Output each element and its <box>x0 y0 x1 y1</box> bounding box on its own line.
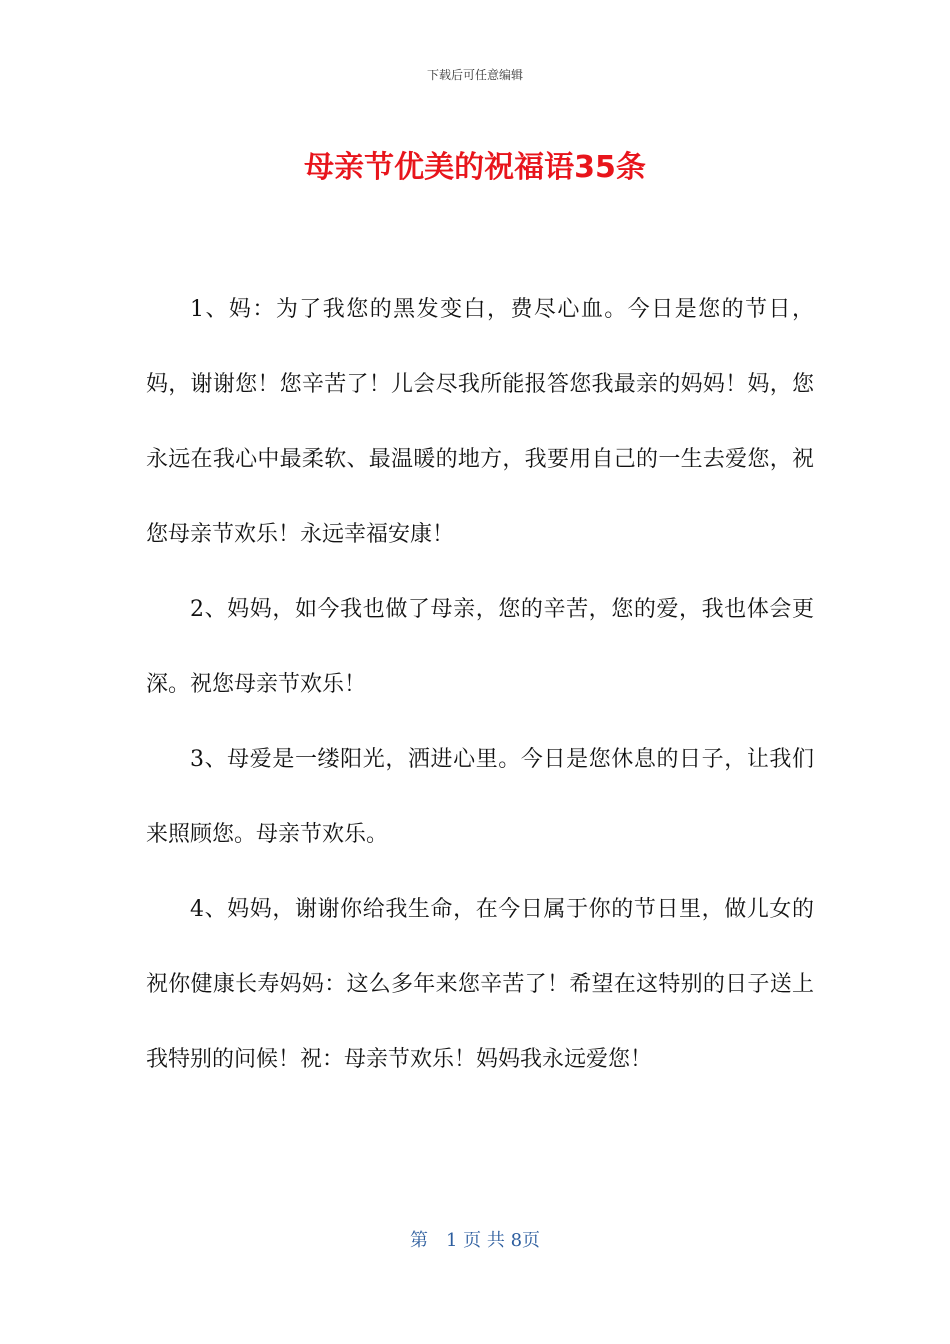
document-body <box>146 272 814 1097</box>
paragraph-1: 1、妈：为了我您的黑发变白，费尽心血。今日是您的节日，妈，谢谢您！您辛苦了！儿会尽我所能报答您我最亲的妈妈！妈，您永远在我心中最柔软、最温暖的地方，我要用自己的一生去爱您，祝您母亲节欢乐！永远幸福安康！ <box>146 297 814 547</box>
document-title: 母亲节优美的祝福语35条 <box>304 150 646 185</box>
paragraph-3: 3、母爱是一缕阳光，洒进心里。今日是您休息的日子，让我们来照顾您。母亲节欢乐。 <box>146 747 814 847</box>
header-note: 下载后可任意编辑 <box>426 68 523 82</box>
page-number: 第 1 页 共 8页 <box>409 1230 541 1251</box>
paragraph-4: 4、妈妈，谢谢你给我生命，在今日属于你的节日里，做儿女的祝你健康长寿妈妈：这么多年来您辛苦了！希望在这特别的日子送上我特别的问候！祝：母亲节欢乐！妈妈我永远爱您！ <box>146 897 814 1072</box>
paragraph-2: 2、妈妈，如今我也做了母亲，您的辛苦，您的爱，我也体会更深。祝您母亲节欢乐！ <box>146 597 814 697</box>
